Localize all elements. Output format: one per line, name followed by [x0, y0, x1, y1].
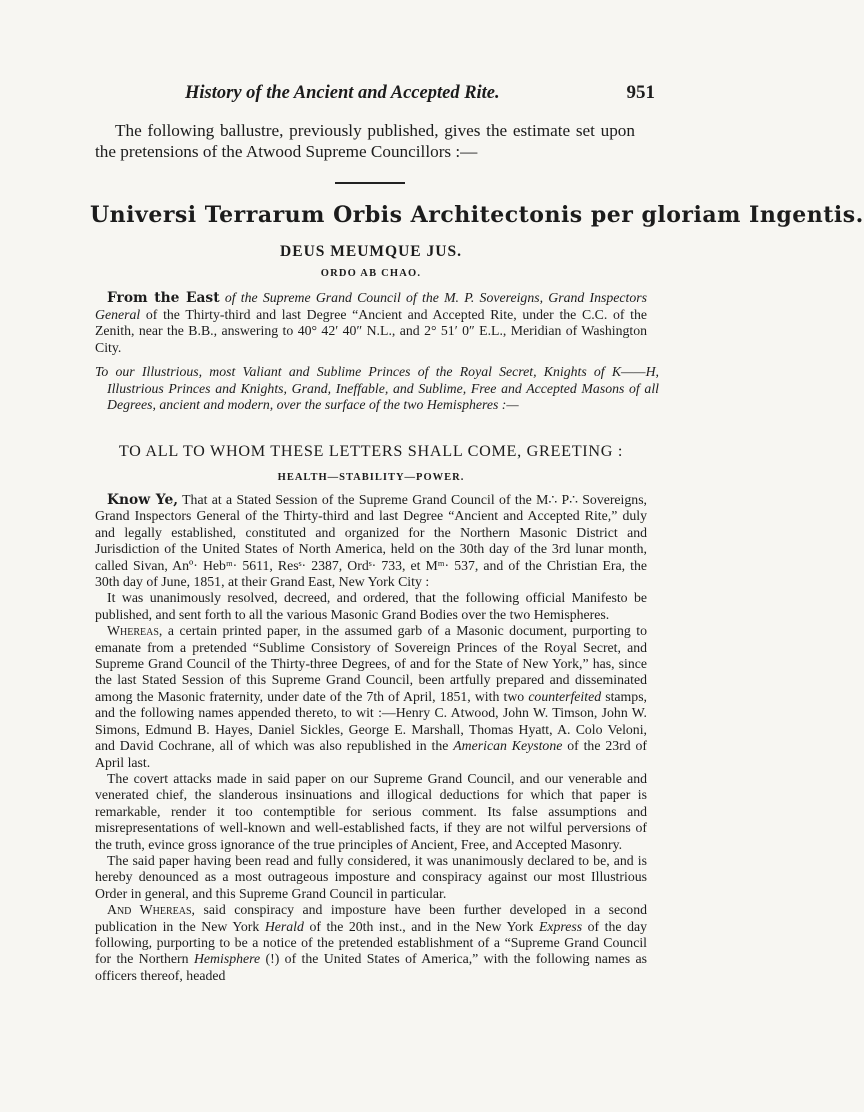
paragraph-text: of the 23rd of April last.	[95, 738, 647, 770]
manifesto-body	[95, 492, 647, 1102]
italic-counterfeited: counterfeited	[528, 688, 602, 704]
address-block: To our Illustrious, most Valiant and Sublime Princes of the Royal Secret, Knights of K——H, Illustrious Princes and Knights, Grand, Ineffable, and Sublime, Free and Accepted Masons of all Degrees, ancient and modern, over the surface of the two Hemispheres :—	[95, 364, 659, 413]
paragraph-text: a certain printed paper, in the assumed garb of a Masonic document, purporting to emanate from a pretended “Sublime Consistory of Sovereign Princes of the Royal Secret, and Supreme Grand Council of the Thirty-three Degrees, of and for the State of New York,” has, since the last Stated Session of this Supreme Grand Council, been artfully prepared and disseminated among the Masonic fraternity, under date of the 7th of April, 1851, with two	[95, 623, 647, 704]
paragraph-text: That at a Stated Session of the Supreme Grand Council of the M∴ P∴ Sovereigns, Grand Inspectors General of the Thirty-third and last Degree “Ancient and Accepted Rite,” duly and legally established, constituted and organized for the Northern Masonic District and Jurisdiction of the United States of North America, held on the 30th day of the 3rd lunar month, called Sivan, Anº· Hebᵐ· 5611, Resˢ· 2387, Ordˢ· 733, et Mᵐ· 537, and of the Christian Era, the 30th day of June, 1851, at their Grand East, New York City :	[95, 492, 648, 590]
italic-express: Express	[538, 918, 583, 934]
italic-hemisphere: Hemisphere	[193, 951, 261, 967]
paragraph-resolved: It was unanimously resolved, decreed, and ordered, that the following official Manifesto be published, and sent forth to all the various Masonic Grand Bodies over the two Hemispheres.	[95, 590, 647, 622]
paragraph-text: (!) of the United States of America,” with the following names as officers thereof, headed	[95, 951, 648, 983]
greeting-line: TO ALL TO WHOM THESE LETTERS SHALL COME, GREETING :	[118, 442, 624, 460]
from-block	[95, 290, 647, 356]
paragraph-text: of the 20th inst., and in the New York	[309, 918, 534, 934]
page-number: 951	[626, 82, 655, 103]
paragraph-text: said conspiracy and imposture have been further developed in a second publication in the New York	[95, 902, 647, 934]
gothic-heading: Universi Terrarum Orbis Architectonis per gloriam Ingentis.	[90, 202, 864, 228]
and-whereas-lead: And Whereas,	[107, 902, 196, 918]
motto: DEUS MEUMQUE JUS.	[280, 243, 462, 260]
whereas-lead: Whereas,	[107, 623, 163, 639]
paragraph-whereas	[95, 623, 647, 771]
from-rest: of the Thirty-third and last Degree “Ancient and Accepted Rite, under the C.C. of the Zenith, near the B.B., answering to 40° 42′ 40″ N.L., and 2° 51′ 0″ E.L., Meridian of Washington City.	[95, 306, 647, 355]
paragraph-know-ye	[95, 492, 647, 590]
intro-paragraph: The following ballustre, previously published, gives the estimate set upon the pretensions of the Atwood Supreme Councillors :—	[95, 121, 635, 161]
paragraph-text: of the day following, purporting to be a notice of the pretended establishment of a “Supreme Grand Council for the Northern	[95, 918, 647, 967]
italic-herald: Herald	[264, 918, 304, 934]
health-line: HEALTH—STABILITY—POWER.	[277, 472, 465, 483]
paragraph-text: stamps, and the following names appended thereto, to wit :—Henry C. Atwood, John W. Timson, John W. Simons, Edmund B. Hayes, Daniel Sickles, George E. Marshall, Thomas Hyatt, A. Colo Veloni, and David Cochrane, all of which was also republished in the	[95, 688, 648, 754]
italic-keystone: American Keystone	[453, 738, 563, 754]
paragraph-and-whereas	[95, 902, 647, 984]
paragraph-covert: The covert attacks made in said paper on our Supreme Grand Council, and our venerable and venerated chief, the slanderous insinuations and illogical deductions for which that paper is remarkable, render it too contemptible for serious comment. Its false assumptions and misrepresentations of well-known and well-established facts, if they are not wilful perversions of the truth, evince gross ignorance of the true principles of Ancient, Free, and Accepted Masonry.	[95, 770, 647, 852]
divider-rule	[335, 182, 405, 184]
running-head-title: History of the Ancient and Accepted Rite.	[185, 83, 500, 103]
from-italic: of the Supreme Grand Council of the M. P. Sovereigns, Grand Inspectors General	[95, 290, 647, 322]
paragraph-denounced: The said paper having been read and fully considered, it was unanimously declared to be, and is hereby denounced as a most outrageous imposture and conspiracy against our most Illustrious Order in general, and this Supreme Grand Council in particular.	[95, 852, 647, 901]
from-lead: From the East	[107, 290, 220, 306]
ordo-line: ORDO AB CHAO.	[320, 268, 422, 279]
running-head	[95, 82, 655, 108]
know-ye-lead: Know Ye,	[107, 492, 179, 508]
